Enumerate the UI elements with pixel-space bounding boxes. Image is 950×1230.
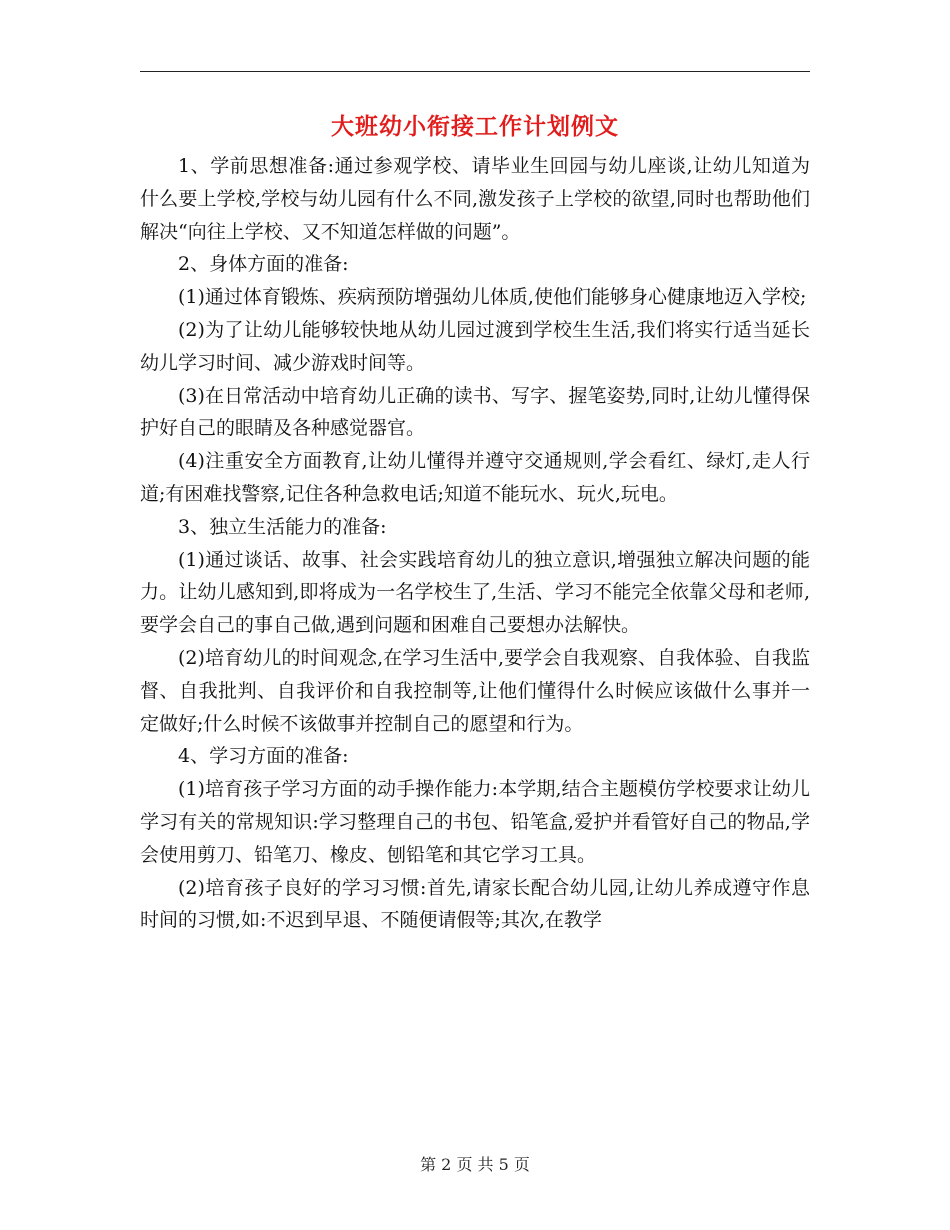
paragraph-12: (2)培育孩子良好的学习习惯:首先,请家长配合幼儿园,让幼儿养成遵守作息时间的习惯,如:不迟到早退、不随便请假等;其次,在教学 bbox=[140, 876, 810, 932]
page-number: 第 2 页 共 5 页 bbox=[420, 1155, 530, 1174]
paragraph-11: (1)培育孩子学习方面的动手操作能力:本学期,结合主题模仿学校要求让幼儿学习有关的常规知识:学习整理自己的书包、铅笔盒,爱护并看管好自己的物品,学会使用剪刀、铅笔刀、橡皮、刨铅笔和其它学习工具。 bbox=[140, 778, 810, 866]
paragraph-4: (2)为了让幼儿能够较快地从幼儿园过渡到学校生生活,我们将实行适当延长幼儿学习时间、减少游戏时间等。 bbox=[140, 318, 810, 374]
paragraph-9: (2)培育幼儿的时间观念,在学习生活中,要学会自我观察、自我体验、自我监督、自我批判、自我评价和自我控制等,让他们懂得什么时候应该做什么事并一定做好;什么时候不该做事并控制自己的愿望和行为。 bbox=[140, 646, 810, 735]
document-title: 大班幼小衔接工作计划例文 bbox=[331, 113, 619, 140]
paragraph-2: 2、身体方面的准备: bbox=[178, 253, 349, 276]
paragraph-6: (4)注重安全方面教育,让幼儿懂得并遵守交通规则,学会看红、绿灯,走人行道;有困难找警察,记住各种急救电话;知道不能玩水、玩火,玩电。 bbox=[140, 450, 810, 505]
header-rule bbox=[140, 71, 810, 72]
paragraph-7: 3、独立生活能力的准备: bbox=[178, 515, 387, 538]
paragraph-1: 1、学前思想准备:通过参观学校、请毕业生回园与幼儿座谈,让幼儿知道为什么要上学校,学校与幼儿园有什么不同,激发孩子上学校的欲望,同时也帮助他们解决“向往上学校、又不知道怎样做的问题”。 bbox=[140, 155, 810, 243]
paragraph-5: (3)在日常活动中培育幼儿正确的读书、写字、握笔姿势,同时,让幼儿懂得保护好自己的眼睛及各种感觉器官。 bbox=[140, 384, 810, 440]
paragraph-3: (1)通过体育锻炼、疾病预防增强幼儿体质,使他们能够身心健康地迈入学校; bbox=[178, 286, 807, 309]
paragraph-8: (1)通过谈话、故事、社会实践培育幼儿的独立意识,增强独立解决问题的能力。让幼儿感知到,即将成为一名学校生了,生活、学习不能完全依靠父母和老师,要学会自己的事自己做,遇到问题和困难自己要想办法解快。 bbox=[140, 548, 810, 637]
document-body bbox=[140, 150, 810, 937]
paragraph-10: 4、学习方面的准备: bbox=[178, 745, 349, 768]
